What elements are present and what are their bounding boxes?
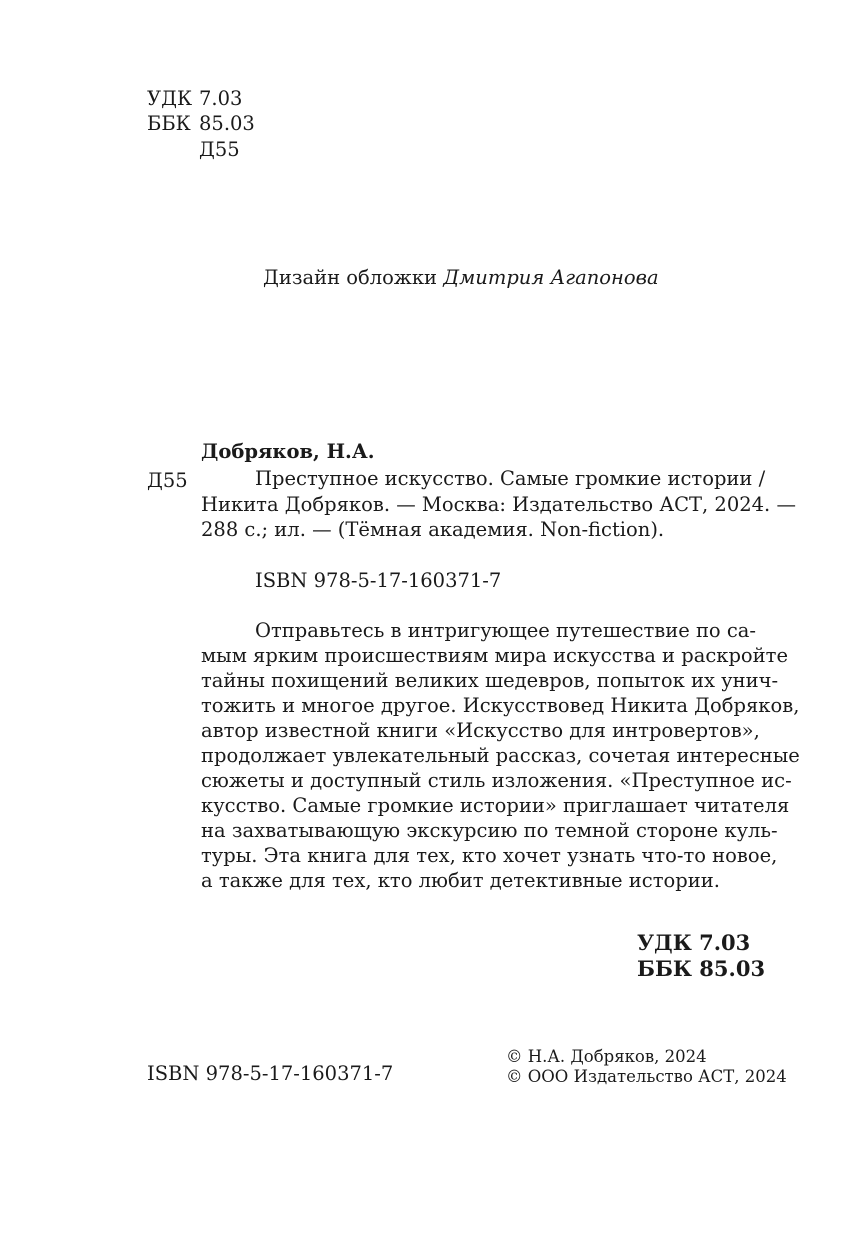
bbk-value: 85.03 xyxy=(199,112,255,135)
annotation-line: а также для тех, кто любит детективные истории. xyxy=(201,869,720,892)
annotation-text xyxy=(201,618,800,893)
author-mark-record: Д55 xyxy=(147,469,188,492)
bbk-label: ББК xyxy=(147,112,191,135)
author-mark-top: Д55 xyxy=(199,138,240,161)
bbk-top-line xyxy=(147,111,255,136)
copyright-publisher: © ООО Издательство АСТ, 2024 xyxy=(506,1067,787,1086)
annotation-line: на захватывающую экскурсию по темной стороне куль- xyxy=(201,819,778,842)
annotation-line: тайны похищений великих шедевров, попыток их унич- xyxy=(201,669,779,692)
cover-designer-name: Дмитрия Агапонова xyxy=(443,266,659,289)
annotation-line: мым ярким происшествиям мира искусства и раскройте xyxy=(201,644,788,667)
isbn-record: ISBN 978-5-17-160371-7 xyxy=(255,569,502,592)
bbk-bottom: ББК 85.03 xyxy=(637,956,766,981)
annotation-line: сюжеты и доступный стиль изложения. «Преступное ис- xyxy=(201,769,792,792)
udk-label: УДК xyxy=(147,87,193,110)
isbn-footer: ISBN 978-5-17-160371-7 xyxy=(147,1062,394,1085)
copyright-author: © Н.А. Добряков, 2024 xyxy=(506,1047,707,1066)
author-heading: Добряков, Н.А. xyxy=(201,440,375,463)
annotation-line: туры. Эта книга для тех, кто хочет узнать что-то новое, xyxy=(201,844,778,867)
cover-credit-label: Дизайн обложки xyxy=(263,266,438,289)
biblio-line: Преступное искусство. Самые громкие истории / xyxy=(255,467,766,490)
annotation-line: тожить и многое другое. Искусствовед Никита Добряков, xyxy=(201,694,800,717)
udk-value: 7.03 xyxy=(199,87,243,110)
annotation-line: продолжает увлекательный рассказ, сочетая интересные xyxy=(201,744,800,767)
annotation-line: кусство. Самые громкие истории» приглашает читателя xyxy=(201,794,790,817)
udk-top-line xyxy=(147,86,242,111)
biblio-line: Никита Добряков. — Москва: Издательство АСТ, 2024. — xyxy=(201,492,796,516)
cover-design-credit xyxy=(263,266,659,289)
annotation-line: Отправьтесь в интригующее путешествие по са- xyxy=(255,619,757,642)
udk-bottom: УДК 7.03 xyxy=(637,930,751,955)
annotation-line: автор известной книги «Искусство для интровертов», xyxy=(201,719,760,742)
biblio-line: 288 с.; ил. — (Тёмная академия. Non-fiction). xyxy=(201,518,665,541)
bibliographic-description xyxy=(201,466,796,543)
